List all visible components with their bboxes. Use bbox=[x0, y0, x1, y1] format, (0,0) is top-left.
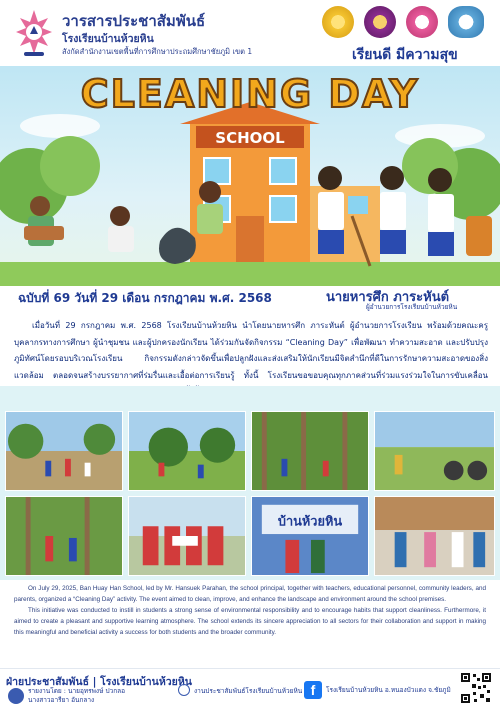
hero-banner bbox=[0, 66, 500, 286]
school-signboard: บ้านห้วยหิน bbox=[277, 513, 343, 529]
facebook-page-text[interactable]: โรงเรียนบ้านห้วยหิน อ.หนองบัวแดง จ.ชัยภูมิ bbox=[326, 686, 451, 694]
school-badge-icon bbox=[406, 6, 438, 38]
journal-title: วารสารประชาสัมพันธ์ bbox=[62, 12, 206, 30]
school-slogan: เรียนดี มีความสุข bbox=[352, 47, 458, 63]
activity-photo-5 bbox=[5, 496, 123, 576]
activity-photo-7 bbox=[251, 496, 369, 576]
badge-row bbox=[322, 6, 492, 40]
principal-role: ผู้อำนวยการโรงเรียนบ้านห้วยหิน bbox=[366, 303, 458, 311]
header bbox=[0, 0, 500, 66]
school-logo bbox=[14, 8, 54, 58]
issue-line: ฉบับที่ 69 วันที่ 29 เดือน กรกฎาคม พ.ศ. 2568 bbox=[18, 291, 272, 305]
english-article-body bbox=[14, 583, 486, 638]
principal-name: นายหารศึก ภาระหันต์ bbox=[326, 290, 450, 305]
activity-photo-4 bbox=[374, 411, 495, 491]
reporter-line-1: รายงานโดย : นายอุทรพงษ์ ปวกลอ bbox=[28, 687, 126, 695]
district-badge-icon bbox=[364, 6, 396, 38]
office-name: สังกัดสำนักงานเขตพื้นที่การศึกษาประถมศึกษาชัยภูมิ เขต 1 bbox=[62, 47, 253, 56]
school-building-sign: SCHOOL bbox=[215, 129, 285, 147]
facebook-icon[interactable]: f bbox=[304, 681, 322, 699]
footer-title: ฝ่ายประชาสัมพันธ์ | โรงเรียนบ้านห้วยหิน bbox=[6, 676, 192, 688]
globe-icon bbox=[178, 684, 190, 696]
footer bbox=[0, 668, 500, 707]
obec-badge-icon bbox=[322, 6, 354, 38]
pr-link-text: งานประชาสัมพันธ์โรงเรียนบ้านห้วยหิน bbox=[194, 687, 303, 695]
pr-link[interactable] bbox=[178, 681, 303, 701]
reporter-icon bbox=[8, 688, 24, 704]
thai-article-body: เมื่อวันที่ 29 กรกฎาคม พ.ศ. 2568 โรงเรียนบ้านห้วยหิน นำโดยนายหารศึก ภาระหันต์ ผู้อำนวยการโรงเรียน พร้อมด้วยคณะครู บุคลากรทางการศึกษา ผู้นำชุมชน และผู้ปกครองนักเรียน ได้ร่วมกันจัดกิจกรรม “Cleaning Day” เพื่อพัฒนา ทำความสะอาด และปรับปรุงภูมิทัศน์โดยรอบบริเวณโรงเรียน กิจกรรมดังกล่าวจัดขึ้นเพื่อปลูกฝังและส่งเสริมให้นักเรียนมีจิตสำนึกที่ดีในการรักษาความสะอาดของสิ่งแวดล้อม ตลอดจนสร้างบรรยากาศที่ร่มรื่นและเอื้อต่อการเรียนรู้ ทั้งนี้ โรงเรียนขอขอบคุณทุกภาคส่วนที่ร่วมแรงร่วมใจในการขับเคลื่อน bbox=[14, 321, 488, 380]
hero-title: CLEANING DAY bbox=[80, 72, 420, 116]
english-paragraph-2: This initiative was conducted to instill in students a strong sense of environmental responsibility and to encourage habits that support cleanliness. Furthermore, it aimed to create a pleasant and supportive learning atmosphere. The school extends its sincere appreciation to all sectors for their collaboration and support in making this meaningful and beneficial activity a success for both students and the broader community. bbox=[14, 607, 486, 636]
reporter-info bbox=[28, 687, 148, 705]
activity-photo-6 bbox=[128, 496, 246, 576]
project-badge-icon bbox=[448, 6, 484, 38]
reporter-line-2: นางสาวอารียา อันกลาง bbox=[28, 696, 95, 704]
english-paragraph-1: On July 29, 2025, Ban Huay Han School, led by Mr. Hansuek Parahan, the school principal, together with teachers, educational personnel, community leaders, and parents, organized a “Cleaning Day” activity. The event aimed to clean, improve, and enhance the landscape and environment around the school premises. bbox=[14, 585, 486, 603]
activity-photo-8 bbox=[374, 496, 495, 576]
qr-code-icon[interactable] bbox=[460, 672, 492, 704]
activity-photo-2 bbox=[128, 411, 246, 491]
school-name: โรงเรียนบ้านห้วยหิน bbox=[62, 33, 154, 45]
activity-photo-3 bbox=[251, 411, 369, 491]
activity-photo-1 bbox=[5, 411, 123, 491]
photo-grid bbox=[0, 386, 500, 580]
